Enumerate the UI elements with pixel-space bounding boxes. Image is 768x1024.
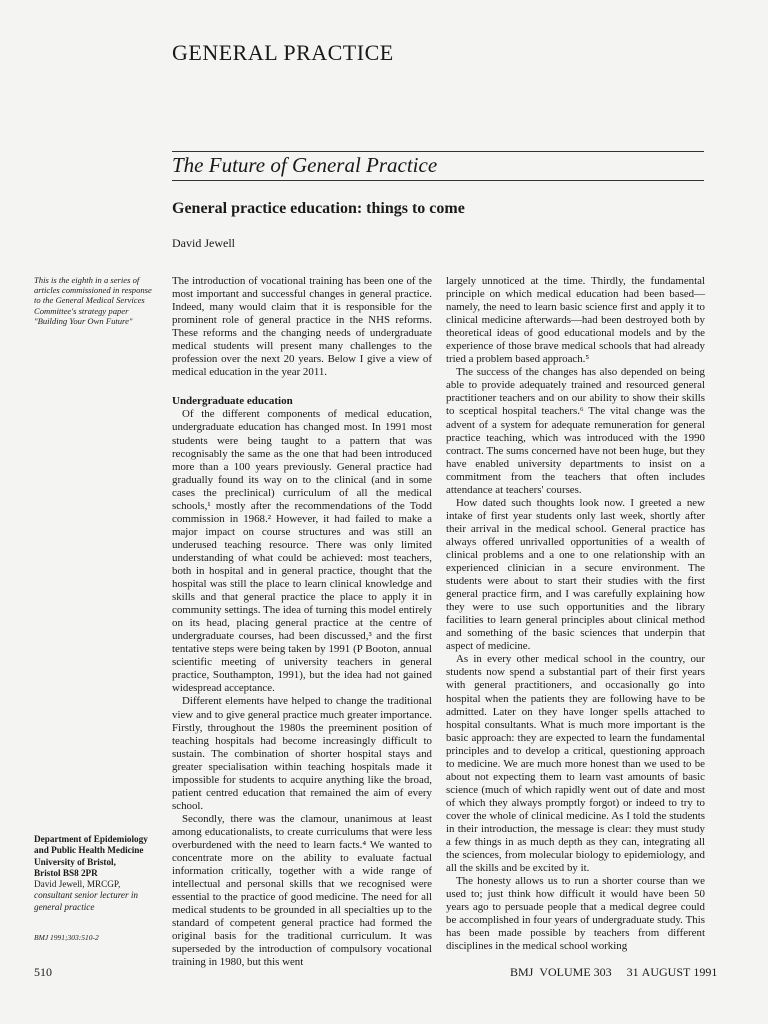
page-number: 510 — [34, 965, 52, 979]
series-note: This is the eighth in a series of articles commissioned in response to the General Medical Services Committee's strategy paper "Building Your Own Future" — [34, 275, 152, 326]
section-header: GENERAL PRACTICE — [172, 40, 394, 65]
affiliation-department: Department of Epidemiology and Public Health Medicine — [34, 834, 148, 856]
article-title: General practice education: things to come — [172, 200, 465, 217]
body-paragraph: How dated such thoughts look now. I greeted a new intake of first year students only last week, shortly after their arrival in the medical school. General practice has always offered unrivalled opportunities of a wealth of clinical problems and a one to one relationship with an experienced clinician in a secure environment. The students were about to start their studies with the first general practice firm, and I was carefully explaining how they were to use such opportunities and the library facilities to learn general principles about clinical method and something of the basic sciences that underpin that aspect of medicine. — [446, 496, 705, 653]
section-heading-undergraduate: Undergraduate education — [172, 395, 293, 408]
body-column-left — [172, 275, 432, 969]
body-paragraph: The success of the changes has also depended on being able to provide adequately trained and resourced general practitioner teachers and on our ability to show their skills to sceptical hospital teachers.⁶ The vital change was the advent of a system for adequate remuneration for general practice teaching, which was introduced with the 1990 contract. The sums concerned have not been huge, but they have enabled university departments to insist on a commitment from the teachers that often includes attendance at teachers' courses. — [446, 366, 705, 496]
affiliation-name: David Jewell, MRCGP, — [34, 879, 121, 890]
citation: BMJ 1991;303:510-2 — [34, 933, 99, 942]
series-rule — [172, 180, 704, 181]
intro-paragraph: The introduction of vocational training has been one of the most important and successful changes in general practice. Indeed, many would claim that it is responsible for the prominent role of general practice in the NHS reforms. These reforms and the changing needs of undergraduate medical students will present many challenges to the profession over the next 20 years. Below I give a view of medical education in the year 2011. — [172, 275, 432, 379]
journal-footer — [510, 965, 717, 980]
body-paragraph: Different elements have helped to change the traditional view and to give general practice much greater importance. Firstly, throughout the 1980s the preeminent position of teaching hospitals had become increasingly difficult to sustain. The combination of shorter hospital stays and greater specialisation within teaching hospitals made it impossible for students to acquire anything like the broad, patient centred education that remained the aim of every school. — [172, 695, 432, 812]
footer-volume-label: VOLUME — [539, 965, 591, 979]
author-name: David Jewell — [172, 236, 235, 250]
body-paragraph: Of the different components of medical education, undergraduate education has changed most. In 1991 most students were being taught to a pattern that was recognisably the same as the one that had been introduced more than a 100 years previously. General practice had gradually found its way on to the clinical (and in some cases the preclinical) curriculum of all the medical schools,¹ mostly after the recommendations of the Todd commission in 1968.² However, it had failed to make a major impact on course structures and was still an underused teaching resource. There was only limited understanding of what could be achieved: most teachers, both in hospital and in general practice, thought that the hospital was still the place to learn clinical knowledge and skills and that general practice the place to apply it in community settings. The idea of turning this model entirely on its head, placing general practice at the centre of undergraduate courses, had been discussed,³ and the first tentative steps were being taken by 1991 (P Booton, annual scientific meeting of university teachers in general practice, Southampton, 1991), but the idea had not gained widespread acceptance. — [172, 408, 432, 695]
footer-date-day: 31 — [626, 965, 639, 979]
body-paragraph: The honesty allows us to run a shorter course than we used to; just think how difficult it would have been 50 years ago to persuade people that a medical degree could be accomplished in four years of undergraduate study. This has been made possible by teachers from different disciplines in the medical school working — [446, 875, 705, 953]
body-column-right — [446, 275, 705, 953]
body-paragraph: As in every other medical school in the country, our students now spend a substantial part of their first years with general practitioners, and occasionally go into hospital when the patients they are following have to be admitted. Later on they have longer spells attached to hospital consultants. What is much more important is the basic approach: they are expected to learn the fundamental principles and to develop a critical, questioning approach to medicine. We are much more honest than we used to be about not expecting them to learn vast amounts of basic science (much of which rapidly went out of date and most of which they always promptly forgot) or indeed to try to cover the whole of clinical medicine. As I told the students in their introduction, the message is clear: they must study a few things in as much depth as they can, integrating all the sciences, from molecular biology to epidemiology, and all the skills and be excited by it. — [446, 653, 705, 875]
body-paragraph: largely unnoticed at the time. Thirdly, the fundamental principle on which medical education had been based—namely, the need to learn basic science first and apply it to clinical medicine afterwards—had been destroyed both by theoretical ideas of good educational models and by the experience of those brave medical schools that had already tried a problem based approach.⁵ — [446, 275, 705, 366]
body-paragraph: Secondly, there was the clamour, unanimous at least among educationalists, to create curriculums that were less overburdened with the need to learn facts.⁴ We wanted to concentrate more on the ability to evaluate factual information critically, together with a wide range of intellectual and personal skills that we recognised were essential to the practice of good medicine. The need for all medical students to be grounded in all specialties up to the standard of competent general practice had formed the original basis for the traditional curriculum. It was superseded by the introduction of compulsory vocational training in 1980, but this went — [172, 812, 432, 969]
footer-journal: BMJ — [510, 965, 534, 979]
affiliation-address: Bristol BS8 2PR — [34, 867, 98, 878]
series-title: The Future of General Practice — [172, 153, 438, 177]
top-rule — [172, 151, 704, 152]
author-affiliation — [34, 834, 156, 913]
affiliation-university: University of Bristol, — [34, 856, 116, 867]
footer-volume: 303 — [593, 965, 612, 979]
affiliation-role: consultant senior lecturer in general practice — [34, 890, 139, 912]
footer-date-month: AUGUST — [641, 965, 691, 979]
footer-date-year: 1991 — [693, 965, 718, 979]
